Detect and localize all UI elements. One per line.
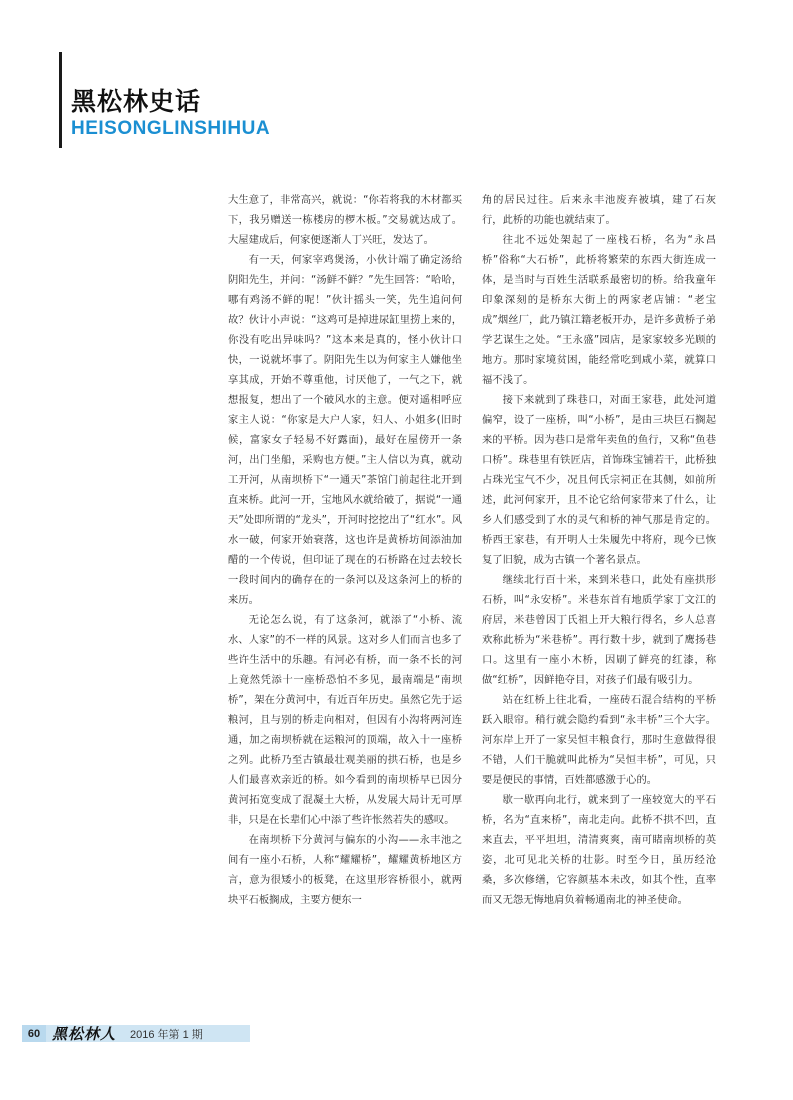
magazine-logo: 黑松林人 xyxy=(52,1025,117,1043)
article-paragraph: 角的居民过往。后来永丰池废弃被填，建了石灰行，此桥的功能也就结束了。 xyxy=(482,194,716,226)
article-paragraph: 站在红桥上往北看，一座砖石混合结构的平桥跃入眼帘。稍行就会隐约看到“永丰桥”三个大字。河东岸上开了一家吴恒丰粮食行，那时生意做得很不错，人们干脆就叫此桥为“吴恒丰桥”，可见，只要是便民的事情，百姓都感激于心的。 xyxy=(482,694,716,786)
header-rule xyxy=(59,52,62,148)
page-number: 60 xyxy=(22,1025,46,1042)
article-column-right xyxy=(482,190,716,910)
article-paragraph: 接下来就到了珠巷口，对面王家巷，此处河道偏窄，设了一座桥，叫“小桥”，是由三块巨石搁起来的平桥。因为巷口是常年卖鱼的鱼行，又称“鱼巷口桥”。珠巷里有铁匠店，首饰珠宝铺若干，此桥独占珠光宝气不少，况且何氏宗祠正在其侧，如前所述，此河何家开，且不论它给何家带来了什么，让乡人们感受到了水的灵气和桥的神气那是肯定的。桥西王家巷，有开明人士朱履先中将府，现今已恢复了旧貌，成为古镇一个著名景点。 xyxy=(482,394,716,566)
article-paragraph: 大生意了，非常高兴，就说：“你若将我的木材都买下，我另赠送一栋楼房的椤木板。”交易就达成了。大屋建成后，何家便逐渐人丁兴旺，发达了。 xyxy=(228,194,462,246)
article-paragraph: 在南坝桥下分黄河与偏东的小沟——永丰池之间有一座小石桥，人称“耀耀桥”，耀耀黄桥地区方言，意为很矮小的板凳，在这里形容桥很小，就两块平石板搁成，主要方便东一 xyxy=(228,834,462,906)
column-title-pinyin: HEISONGLINSHIHUA xyxy=(71,118,271,139)
issue-label: 2016 年第 1 期 xyxy=(130,1028,203,1041)
column-title: 黑松林史话 xyxy=(71,87,202,116)
article-paragraph: 歇一歇再向北行，就来到了一座较宽大的平石桥，名为“直来桥”，南北走向。此桥不拱不凹，直来直去，平平坦坦，清清爽爽，南可睹南坝桥的英姿，北可见北关桥的壮影。时至今日，虽历经沧桑，多次修缮，它容颜基本未改，如其个性，直率而又无怨无悔地肩负着畅通南北的神圣使命。 xyxy=(482,794,716,906)
article-paragraph: 无论怎么说，有了这条河，就添了“小桥、流水、人家”的不一样的风景。这对乡人们而言也多了些许生活中的乐趣。有河必有桥，而一条不长的河上竟然凭添十一座桥恐怕不多见，最南端是“南坝桥”，架在分黄河中，有近百年历史。虽然它先于运粮河，且与别的桥走向相对，但因有小沟将两河连通，加之南坝桥就在运粮河的顶端，故入十一座桥之列。此桥乃至古镇最壮观美丽的拱石桥，也是乡人们最喜欢亲近的桥。如今看到的南坝桥早已因分黄河拓宽变成了混凝土大桥，从发展大局计无可厚非，只是在长辈们心中添了些许怅然若失的感叹。 xyxy=(228,614,462,826)
article-paragraph: 往北不远处架起了一座栈石桥，名为“永昌桥”俗称“大石桥”，此桥将繁荣的东西大街连成一体，是当时与百姓生活联系最密切的桥。给我童年印象深刻的是桥东大街上的两家老店铺：“老宝成”烟丝厂，此乃镇江籍老板开办，是许多黄桥子弟学艺谋生之处。“王永盛”园店，是家家较多光顾的地方。那时家境贫困，能经常吃到咸小菜，就算口福不浅了。 xyxy=(482,234,716,386)
article-column-left xyxy=(228,190,462,910)
footer-strip xyxy=(46,1025,250,1042)
article-paragraph: 继续北行百十米，来到米巷口，此处有座拱形石桥，叫“永安桥”。米巷东首有地质学家丁文江的府居，米巷曾因丁氏祖上开大粮行得名，乡人总喜欢称此桥为“米巷桥”。再行数十步，就到了鹰扬巷口。这里有一座小木桥，因刷了鲜亮的红漆，称做“红桥”，因鲜艳夺目，对孩子们最有吸引力。 xyxy=(482,574,716,686)
article-paragraph: 有一天，何家宰鸡煲汤，小伙计端了确定汤给阴阳先生，并问：“汤鲜不鲜？”先生回答：“哈哈，哪有鸡汤不鲜的呢！”伙计摇头一笑，先生追问何故？伙计小声说：“这鸡可是掉进尿缸里捞上来的，你没有吃出异味吗？”这本来是真的，怪小伙计口快，一说就坏事了。阴阳先生以为何家主人嫌他坐享其成，开始不尊重他，讨厌他了，一气之下，就想报复，想出了一个破风水的主意。便对遥相呼应家主人说：“你家是大户人家，妇人、小姐多(旧时候，富家女子轻易不好露面)，最好在屋傍开一条河，出门坐船，采购也方便。”主人信以为真，就动工开河，从南坝桥下“一通天”茶馆门前起往北开到直来桥。此河一开，宝地风水就给破了，据说“一通天”处即所谓的“龙头”，开河时挖挖出了“红水”。风水一破，何家开始衰落，这也许是黄桥坊间添油加醋的一个传说，但印证了现在的石桥路在过去较长一段时间内的确存在的一条河以及这条河上的桥的来历。 xyxy=(228,254,462,606)
page-footer xyxy=(22,1025,250,1042)
